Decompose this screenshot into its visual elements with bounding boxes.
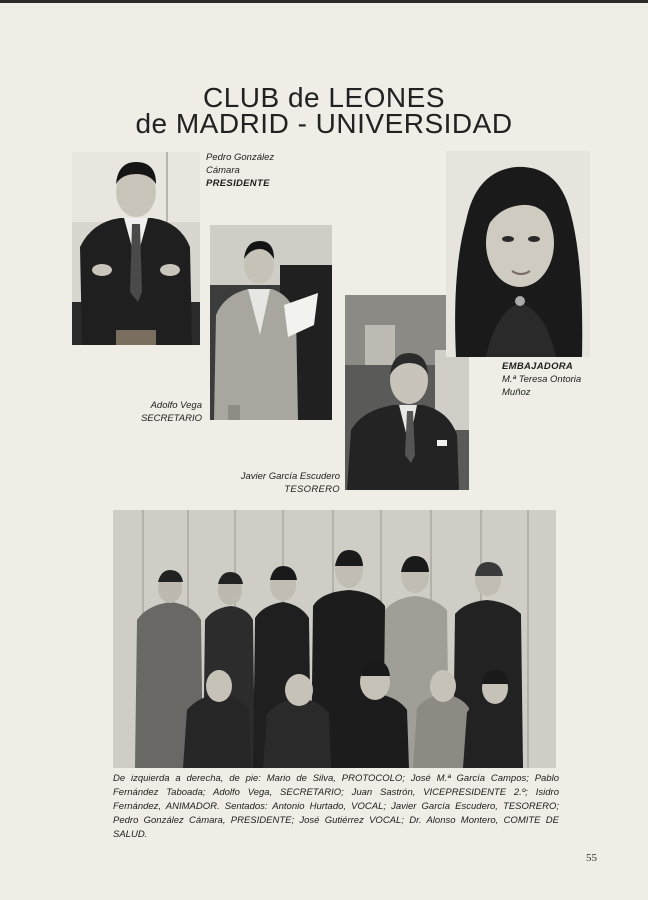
page-title-line-1: CLUB de LEONES [203,82,445,113]
treasurer-name: Javier García Escudero [240,471,340,482]
secretary-photo [210,225,332,420]
treasurer-caption [200,470,340,496]
president-caption [206,151,326,190]
president-name-line-1: Pedro González [206,152,275,163]
secretary-role: SECRETARIO [140,413,202,424]
ambassador-name-line-2: Muñoz [502,387,531,398]
secretary-name: Adolfo Vega [150,400,202,411]
secretary-caption [100,399,202,425]
page-title-line-2: de MADRID - UNIVERSIDAD [135,108,513,139]
ambassador-photo [446,151,590,357]
president-role: PRESIDENTE [206,178,270,189]
top-border [0,0,648,3]
group-photo [113,510,556,768]
page-number: 55 [586,852,597,864]
treasurer-role: TESORERO [284,484,340,495]
ambassador-caption [502,360,612,399]
president-name-line-2: Cámara [206,165,240,176]
ambassador-role: EMBAJADORA [502,361,574,372]
group-photo-caption: De izquierda a derecha, de pie: Mario de Silva, PROTOCOLO; José M.ª García Campos; Pablo Fernández Taboada; Adolfo Vega, SECRETARIO; Juan Sastrón, VICEPRESIDENTE 2.º; Isidro Fernández, ANIMADOR. Sentados: Antonio Hurtado, VOCAL; Javier García Escudero, TESORERO; Pedro González Cámara, PRESIDENTE; José Gutiérrez VOCAL; Dr. Alonso Montero, COMITE DE SALUD. [113,773,559,840]
ambassador-name-line-1: M.ª Teresa Ontoria [502,374,582,385]
president-photo [72,152,200,345]
